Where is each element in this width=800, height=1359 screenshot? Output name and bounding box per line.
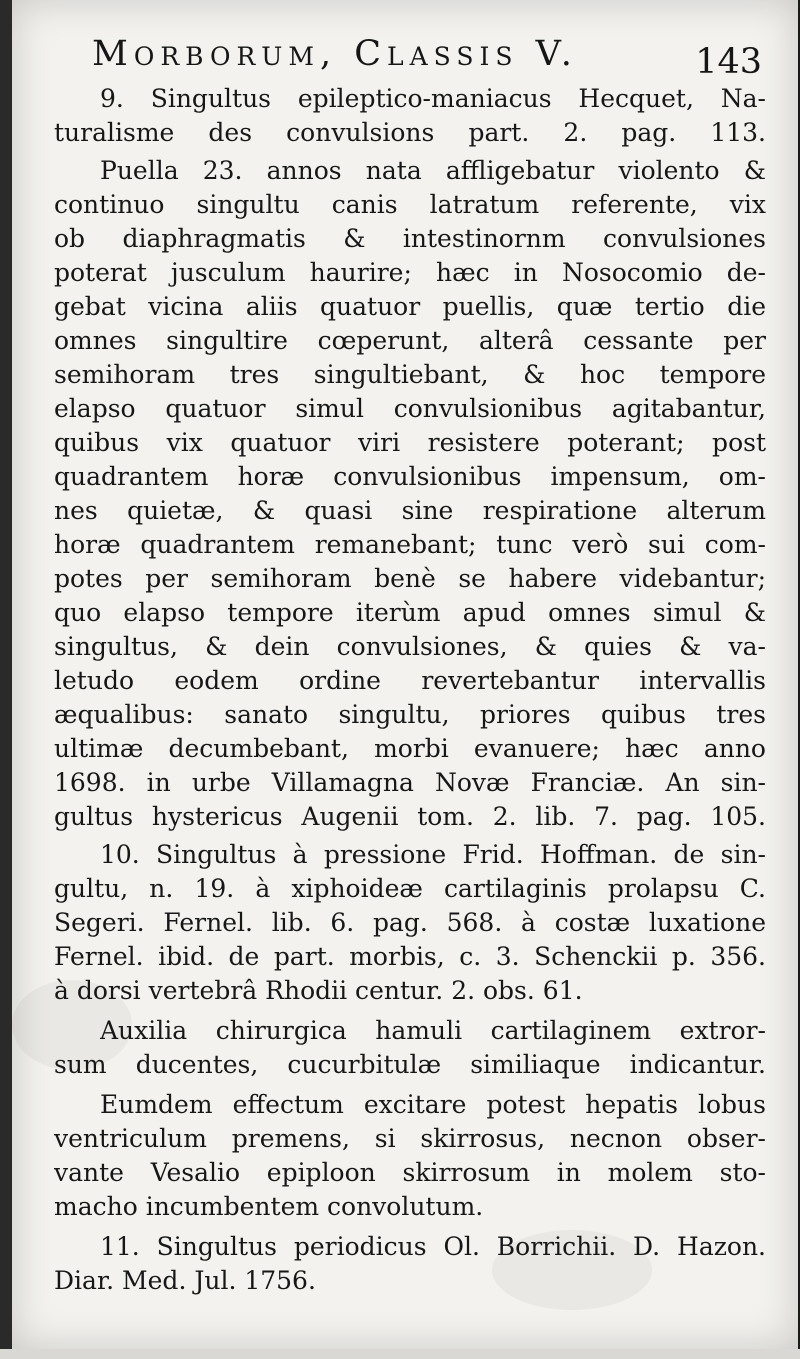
text-line: elapso quatuor simul convulsionibus agitabantur, (54, 394, 766, 423)
text-line: ob diaphragmatis & intestinornm convulsiones (54, 224, 766, 253)
text-line: 11. Singultus periodicus Ol. Borrichii. D. Hazon. (100, 1232, 766, 1261)
text-line: æqualibus: sanato singultu, priores quibus tres (54, 700, 766, 729)
text-line: nes quietæ, & quasi sine respiratione alterum (54, 496, 766, 525)
page-left-edge (0, 0, 12, 1359)
text-line: gultus hystericus Augenii tom. 2. lib. 7. pag. 105. (54, 802, 766, 831)
text-line: sum ducentes, cucurbitulæ similiaque indicantur. (54, 1050, 766, 1079)
text-line: letudo eodem ordine revertebantur intervallis (54, 666, 766, 695)
text-line: Segeri. Fernel. lib. 6. pag. 568. à costæ luxatione (54, 908, 766, 937)
running-title: Morborum, Classis V. (92, 34, 578, 74)
running-header (92, 30, 762, 80)
text-line: Eumdem effectum excitare potest hepatis lobus (100, 1090, 766, 1119)
text-line: quo elapso tempore iterùm apud omnes simul & (54, 598, 766, 627)
text-line: Fernel. ibid. de part. morbis, c. 3. Schenckii p. 356. (54, 942, 766, 971)
text-line: continuo singultu canis latratum referente, vix (54, 190, 766, 219)
text-line: omnes singultire cœperunt, alterâ cessante per (54, 326, 766, 355)
text-line: gultu, n. 19. à xiphoideæ cartilaginis prolapsu C. (54, 874, 766, 903)
text-line: Diar. Med. Jul. 1756. (54, 1266, 316, 1295)
text-line: 9. Singultus epileptico-maniacus Hecquet, Na- (100, 84, 766, 113)
page-number: 143 (695, 42, 762, 82)
text-line: Puella 23. annos nata affligebatur violento & (100, 156, 766, 185)
text-line: 1698. in urbe Villamagna Novæ Franciæ. An sin- (54, 768, 766, 797)
book-page (12, 0, 798, 1349)
text-line: horæ quadrantem remanebant; tunc verò sui com- (54, 530, 766, 559)
text-line: Auxilia chirurgica hamuli cartilaginem extror- (100, 1016, 766, 1045)
text-line: semihoram tres singultiebant, & hoc tempore (54, 360, 766, 389)
text-line: singultus, & dein convulsiones, & quies & va- (54, 632, 766, 661)
text-line: macho incumbentem convolutum. (54, 1192, 484, 1221)
text-line: quibus vix quatuor viri resistere poterant; post (54, 428, 766, 457)
text-line: vante Vesalio epiploon skirrosum in molem sto- (54, 1158, 766, 1187)
text-line: ventriculum premens, si skirrosus, necnon obser- (54, 1124, 766, 1153)
text-line: gebat vicina aliis quatuor puellis, quæ tertio die (54, 292, 766, 321)
page-bottom-edge (0, 1349, 800, 1359)
text-line: ultimæ decumbebant, morbi evanuere; hæc anno (54, 734, 766, 763)
text-line: 10. Singultus à pressione Frid. Hoffman. de sin- (100, 840, 766, 869)
text-line: à dorsi vertebrâ Rhodii centur. 2. obs. 61. (54, 976, 583, 1005)
text-line: poterat jusculum haurire; hæc in Nosocomio de- (54, 258, 766, 287)
text-line: turalisme des convulsions part. 2. pag. 113. (54, 118, 766, 147)
text-line: potes per semihoram benè se habere videbantur; (54, 564, 766, 593)
text-line: quadrantem horæ convulsionibus impensum, om- (54, 462, 766, 491)
